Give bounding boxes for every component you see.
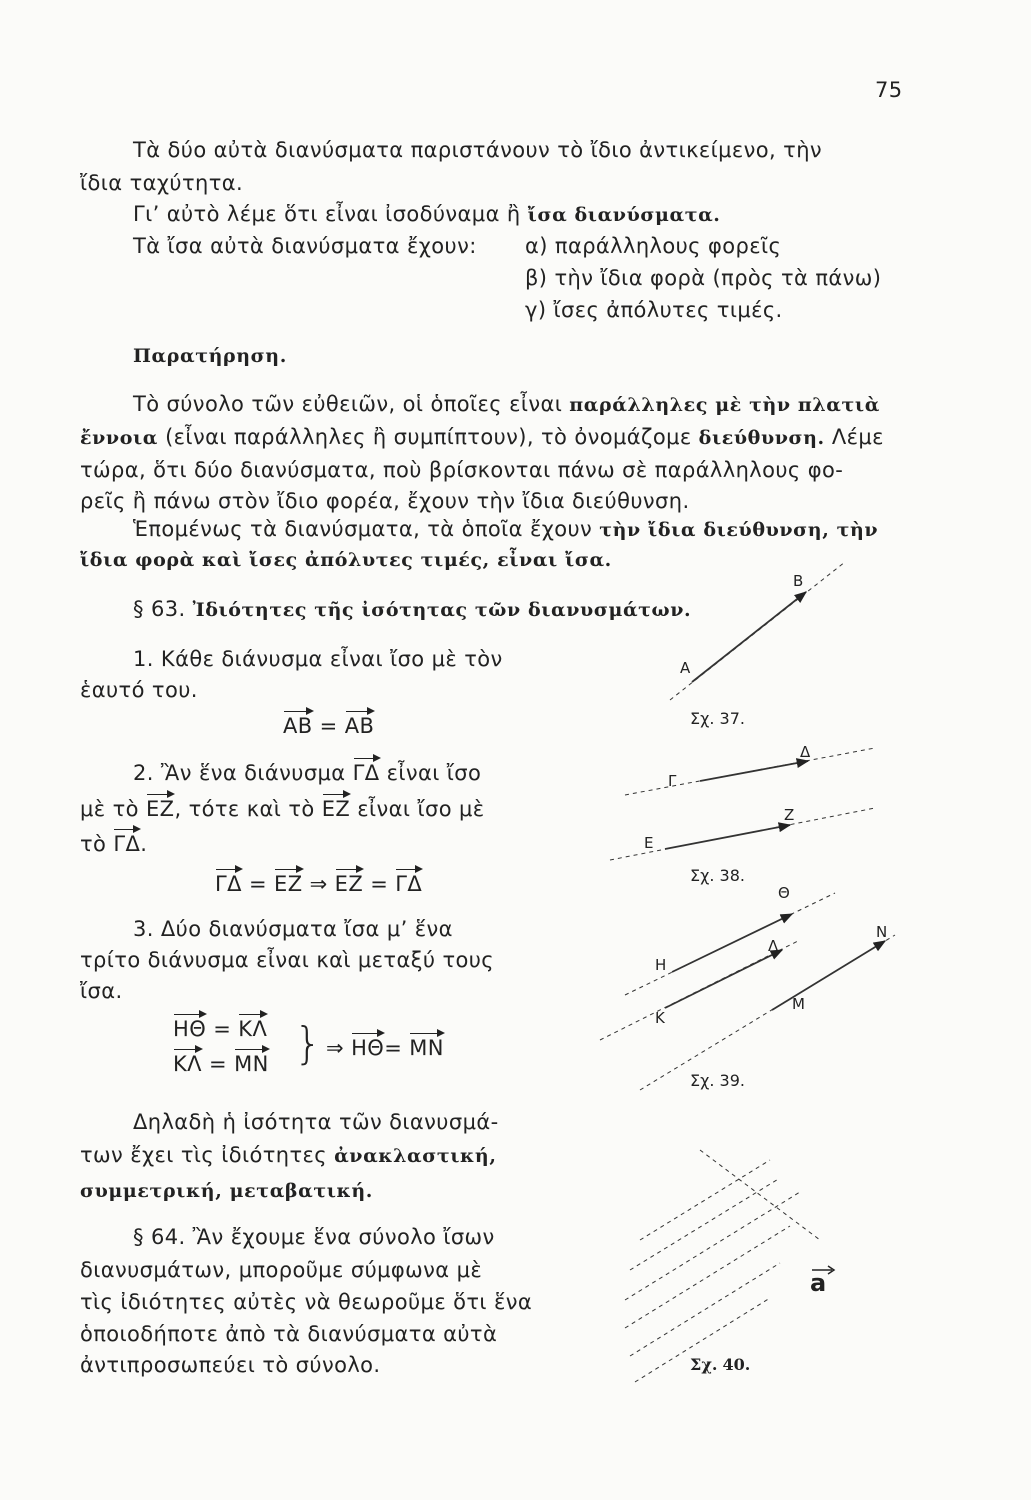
- fig40-vector-3: [625, 1192, 800, 1300]
- vec-f2-3: ΕΖ: [334, 872, 364, 896]
- property-1-line-2: ἑαυτό του.: [80, 678, 198, 702]
- vector-ab-left: AB: [283, 714, 313, 738]
- fig38-caption-prefix: Σχ.: [690, 866, 715, 885]
- section-63-title: Ἰδιότητες τῆς ἰσότητας τῶν διανυσμάτων.: [192, 599, 692, 621]
- fig40-vector-5: [630, 1263, 780, 1356]
- p2-l2-text-a: μὲ τὸ: [80, 797, 139, 821]
- fig40-caption-num: 40.: [722, 1355, 751, 1374]
- property-3-line-1: 3. Δύο διανύσματα ἴσα μ’ ἕνα: [133, 917, 453, 941]
- fig39-label-n: Ν: [876, 923, 888, 941]
- fig39-caption-num: 39.: [719, 1071, 745, 1090]
- eq-f2-1: =: [248, 872, 267, 896]
- intro-line-3-text: Γι’ αὐτὸ λέμε ὅτι εἶναι ἰσοδύναμα ἢ: [133, 202, 528, 226]
- vec-kl-2: ΚΛ: [173, 1052, 202, 1076]
- fig38-label-e: Ε: [644, 834, 654, 852]
- remark-l2-text2: Λέμε: [824, 425, 884, 449]
- section-64-line-2: διανυσμάτων, μποροῦμε σύμφωνα μὲ: [80, 1258, 483, 1282]
- section-64-number: § 64.: [133, 1225, 186, 1249]
- section-64-line-4: ὁποιοδήποτε ἀπὸ τὰ διανύσματα αὐτὰ: [80, 1322, 498, 1346]
- eq-f2-2: =: [370, 872, 389, 896]
- p2-l1-text-b: εἶναι ἴσο: [386, 761, 482, 785]
- remark-l1-bold: παράλληλες μὲ τὴν πλατιὰ: [569, 394, 880, 416]
- equals-sign: =: [319, 714, 338, 738]
- equal-vectors-term: ἴσα διανύσματα.: [527, 204, 721, 226]
- fig37-label-b: Β: [793, 572, 804, 590]
- vec-f2-2: ΕΖ: [274, 872, 303, 896]
- property-a: α) παράλληλους φορεῖς: [525, 234, 782, 258]
- eq-f3-3: =: [384, 1036, 403, 1060]
- fig39-vector-kl: [665, 950, 782, 1008]
- fig40-vector-1: [640, 1160, 770, 1240]
- section-63-number: § 63.: [133, 597, 186, 621]
- direction-term: διεύθυνση.: [698, 427, 825, 449]
- fig38-label-g: Γ: [668, 772, 677, 790]
- section-64-l1-text: Ἂν ἔχουμε ἕνα σύνολο ἴσων: [192, 1225, 495, 1249]
- property-summary-line-3: συμμετρική, μεταβατική.: [80, 1180, 374, 1202]
- fig39-caption: [690, 1071, 745, 1090]
- fig38-vector-ez: [665, 825, 790, 849]
- section-64-line-5: ἀντιπροσωπεύει τὸ σύνολο.: [80, 1353, 381, 1377]
- remark-l5-bold: τὴν ἴδια διεύθυνση, τὴν: [599, 519, 879, 541]
- fig39-label-m: Μ: [792, 995, 805, 1013]
- remark-l1-text: Τὸ σύνολο τῶν εὐθειῶν, οἱ ὁποῖες εἶναι: [133, 392, 570, 416]
- remark-heading: Παρατήρηση.: [133, 345, 287, 367]
- p2-l3-text-a: τὸ: [80, 832, 107, 856]
- property-1-line-1: 1. Κάθε διάνυσμα εἶναι ἴσο μὲ τὸν: [133, 647, 503, 671]
- fig40-label-a: a: [810, 1269, 827, 1297]
- remark-l5-text: Ἑπομένως τὰ διανύσματα, τὰ ὁποῖα ἔχουν: [133, 517, 600, 541]
- property-3-line-2: τρίτο διάνυσμα εἶναι καὶ μεταξύ τους: [80, 948, 495, 972]
- fig38-label-z: Ζ: [784, 806, 795, 824]
- intro-line-1: Τὰ δύο αὐτὰ διανύσματα παριστάνουν τὸ ἴδιο ἀντικείμενο, τὴν: [133, 138, 823, 162]
- intro-line-2: ἴδια ταχύτητα.: [80, 171, 244, 195]
- vec-kl-1: ΚΛ: [238, 1017, 268, 1041]
- brace: }: [294, 1018, 322, 1069]
- property-3-line-3: ἴσα.: [80, 979, 123, 1003]
- implies-f2: ⇒: [309, 872, 328, 896]
- vec-ht-1: ΗΘ: [173, 1017, 207, 1041]
- remark-line-3: τώρα, ὅτι δύο διανύσματα, ποὺ βρίσκονται πάνω σὲ παράλληλους φο-: [80, 458, 844, 482]
- p2-l2-text-c: εἶναι ἴσο μὲ: [357, 797, 485, 821]
- eq-f3-2: =: [209, 1052, 228, 1076]
- fig38-caption: [690, 866, 745, 885]
- fig40-caption-prefix: Σχ.: [690, 1355, 718, 1374]
- p2-l2-text-b: , τότε καὶ τὸ: [174, 797, 315, 821]
- property-c: γ) ἴσες ἀπόλυτες τιμές.: [525, 298, 783, 322]
- fig39-label-th: Θ: [778, 884, 790, 902]
- vec-f2-1: ΓΔ: [215, 872, 242, 896]
- fig37-caption: [690, 709, 745, 728]
- implies-f3: ⇒: [326, 1036, 344, 1060]
- vector-ez-2: ΕΖ: [321, 797, 351, 821]
- fig37-vector-ab: [692, 592, 806, 682]
- remark-line-6: ἴδια φορὰ καὶ ἴσες ἀπόλυτες τιμές, εἶναι ἴσα.: [80, 549, 612, 571]
- vector-ab-right: AB: [344, 714, 375, 738]
- p2-l3-period: .: [140, 832, 148, 856]
- p2-l1-text-a: 2. Ἂν ἕνα διάνυσμα: [133, 761, 346, 785]
- vec-mn-2: ΜΝ: [409, 1036, 444, 1060]
- fig38-label-d: Δ: [800, 743, 811, 761]
- fig39-label-k: Κ: [655, 1009, 665, 1027]
- fig40-caption: [690, 1355, 750, 1374]
- vector-gd-2: ΓΔ: [113, 832, 141, 856]
- fig37-caption-num: 37.: [719, 709, 745, 728]
- fig40-vector-4: [625, 1226, 790, 1328]
- fig40-vector-7: [700, 1150, 820, 1240]
- fig40-vector-2: [630, 1178, 780, 1270]
- vec-ht-2: ΗΘ: [351, 1036, 385, 1060]
- property-b: β) τὴν ἴδια φορὰ (πρὸς τὰ πάνω): [525, 266, 882, 290]
- fig39-label-h: Η: [655, 956, 667, 974]
- remark-l2-bold: ἔννοια: [80, 427, 159, 449]
- fig39-vector-mn: [772, 941, 885, 1010]
- vector-ez-1: ΕΖ: [145, 797, 175, 821]
- fig37-label-a: Α: [680, 659, 691, 677]
- fig37-caption-prefix: Σχ.: [690, 709, 715, 728]
- vec-mn-1: ΜΝ: [234, 1052, 269, 1076]
- remark-line-4: ρεῖς ἢ πάνω στὸν ἴδιο φορέα, ἔχουν τὴν ἴδια διεύθυνση.: [80, 489, 690, 513]
- page-number: 75: [875, 78, 903, 102]
- property-summary-line-1: Δηλαδὴ ἡ ἰσότητα τῶν διανυσμά-: [133, 1110, 499, 1134]
- fig39-caption-prefix: Σχ.: [690, 1071, 715, 1090]
- reflexive-term: ἀνακλαστική,: [334, 1145, 497, 1167]
- fig38-caption-num: 38.: [719, 866, 745, 885]
- fig38-vector-gd: [700, 761, 808, 781]
- intro-line-4: Τὰ ἴσα αὐτὰ διανύσματα ἔχουν:: [133, 234, 477, 258]
- summary-l2-text: των ἔχει τὶς ἰδιότητες: [80, 1143, 335, 1167]
- section-64-line-3: τὶς ἰδιότητες αὐτὲς νὰ θεωροῦμε ὅτι ἕνα: [80, 1290, 533, 1314]
- fig39-label-l: Λ: [768, 937, 779, 955]
- remark-l2-text: (εἶναι παράλληλες ἢ συμπίπτουν), τὸ ὀνομάζομε: [158, 425, 699, 449]
- vec-f2-4: ΓΔ: [395, 872, 423, 896]
- eq-f3-1: =: [213, 1017, 232, 1041]
- vector-gd: ΓΔ: [352, 761, 380, 785]
